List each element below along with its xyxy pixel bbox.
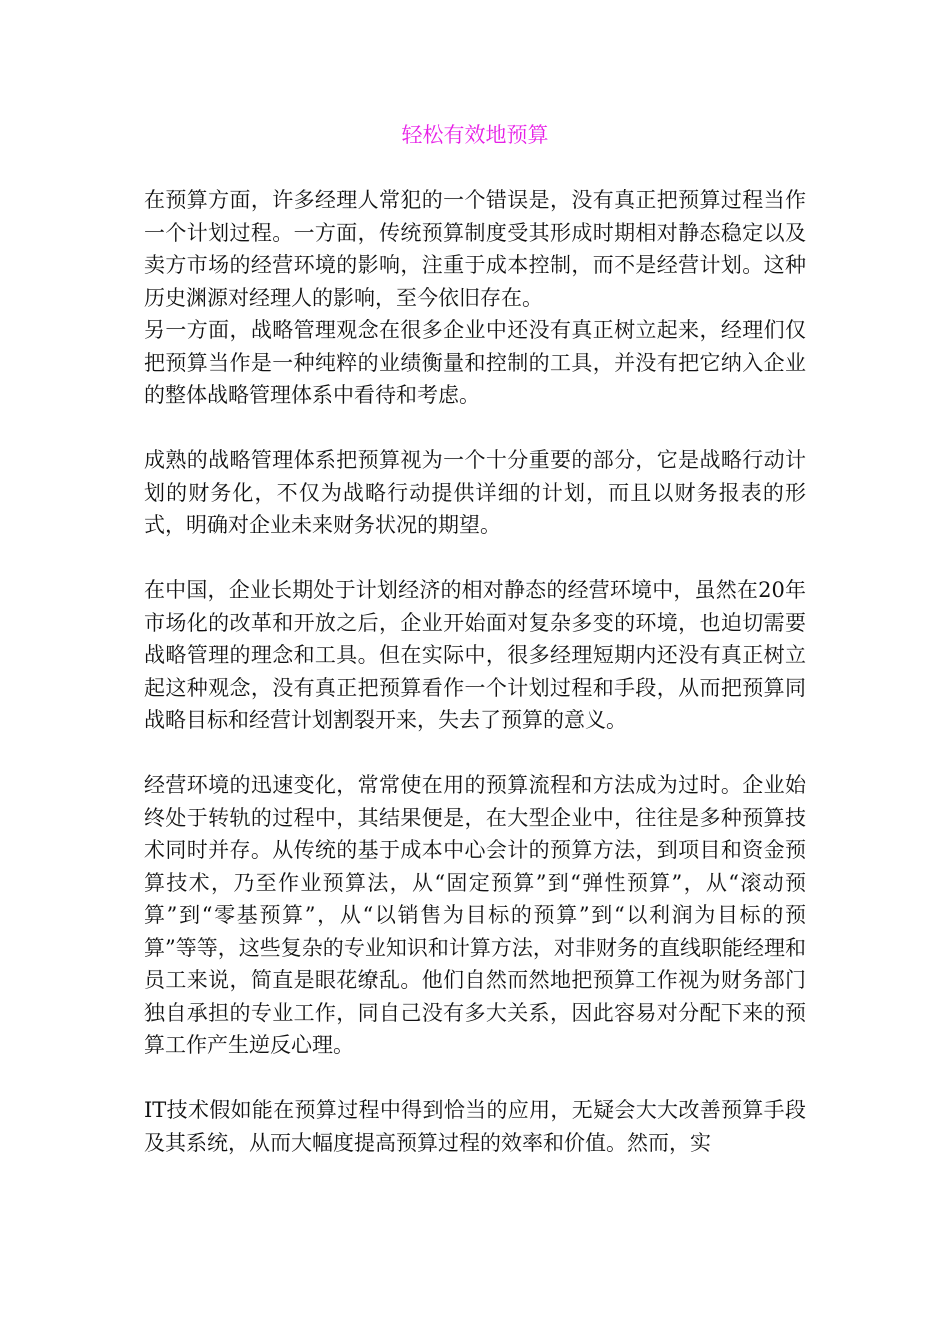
paragraph-3: 成熟的战略管理体系把预算视为一个十分重要的部分，它是战略行动计划的财务化，不仅为战略行动提供详细的计划，而且以财务报表的形式，明确对企业未来财务状况的期望。 <box>144 448 806 537</box>
paragraph-gap <box>144 1062 806 1095</box>
paragraph-1: 在预算方面，许多经理人常犯的一个错误是，没有真正把预算过程当作一个计划过程。一方面，传统预算制度受其形成时期相对静态稳定以及卖方市场的经营环境的影响，注重于成本控制，而不是经营计划。这种历史渊源对经理人的影响，至今依旧存在。 <box>144 188 806 310</box>
paragraph-4: 在中国，企业长期处于计划经济的相对静态的经营环境中，虽然在20年市场化的改革和开放之后，企业开始面对复杂多变的环境，也迫切需要战略管理的理念和工具。但在实际中，很多经理短期内还没有真正树立起这种观念，没有真正把预算看作一个计划过程和手段，从而把预算同战略目标和经营计划割裂开来，失去了预算的意义。 <box>144 578 806 732</box>
paragraph-6: IT技术假如能在预算过程中得到恰当的应用，无疑会大大改善预算手段及其系统，从而大幅度提高预算过程的效率和价值。然而，实 <box>144 1098 806 1155</box>
document-body <box>144 184 806 1159</box>
paragraph-gap <box>144 542 806 575</box>
paragraph-gap <box>144 412 806 445</box>
document-title: 轻松有效地预算 <box>401 123 549 147</box>
paragraph-2: 另一方面，战略管理观念在很多企业中还没有真正树立起来，经理们仅把预算当作是一种纯粹的业绩衡量和控制的工具，并没有把它纳入企业的整体战略管理体系中看待和考虑。 <box>144 318 806 407</box>
paragraph-gap <box>144 737 806 770</box>
paragraph-5: 经营环境的迅速变化，常常使在用的预算流程和方法成为过时。企业始终处于转轨的过程中，其结果便是，在大型企业中，往往是多种预算技术同时并存。从传统的基于成本中心会计的预算方法，到项目和资金预算技术，乃至作业预算法，从“固定预算”到“弹性预算”，从“滚动预算”到“零基预算”，从“以销售为目标的预算”到“以利润为目标的预算”等等，这些复杂的专业知识和计算方法，对非财务的直线职能经理和员工来说，简直是眼花缭乱。他们自然而然地把预算工作视为财务部门独自承担的专业工作，同自己没有多大关系，因此容易对分配下来的预算工作产生逆反心理。 <box>144 773 806 1057</box>
